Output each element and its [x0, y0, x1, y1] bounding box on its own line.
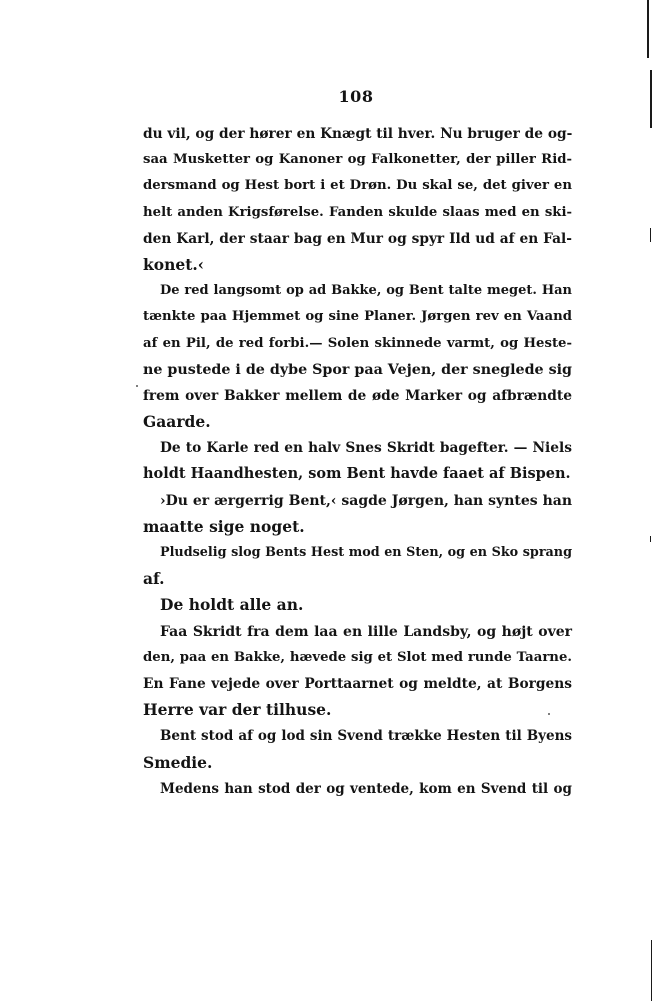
text-line: af.: [143, 569, 165, 589]
text-line: Medens han stod der og ventede, kom en Svend til og: [160, 780, 572, 797]
text-line: De holdt alle an.: [160, 595, 304, 615]
text-line: saa Musketter og Kanoner og Falkonetter, der piller Rid-: [143, 152, 572, 168]
text-line: tænkte paa Hjemmet og sine Planer. Jørgen rev en Vaand: [143, 309, 572, 325]
scan-speck: [548, 713, 550, 715]
text-line: frem over Bakker mellem de øde Marker og afbrændte: [143, 387, 572, 404]
body-text: [143, 121, 572, 802]
text-line: maatte sige noget.: [143, 516, 305, 536]
scan-edge-mark: [650, 228, 651, 242]
page-number: 108: [338, 87, 374, 106]
scan-edge-mark: [651, 940, 652, 1001]
text-line: De red langsomt op ad Bakke, og Bent talte meget. Han: [160, 283, 572, 299]
text-line: Gaarde.: [143, 412, 211, 432]
text-line: holdt Haandhesten, som Bent havde faaet af Bispen.: [143, 465, 571, 483]
text-line: den, paa en Bakke, hævede sig et Slot med runde Taarne.: [143, 649, 572, 665]
text-line: den Karl, der staar bag en Mur og spyr Ild ud af en Fal-: [143, 230, 572, 247]
text-line: dersmand og Hest bort i et Drøn. Du skal se, det giver en: [143, 178, 572, 194]
scan-edge-mark: [647, 0, 649, 58]
text-line: ne pustede i de dybe Spor paa Vejen, der sneglede sig: [143, 361, 572, 378]
text-line: De to Karle red en halv Snes Skridt bagefter. — Niels: [160, 440, 572, 457]
scan-speck: [136, 385, 138, 387]
scan-edge-mark: [650, 536, 651, 542]
text-line: Herre var der tilhuse.: [143, 700, 332, 720]
text-line: du vil, og der hører en Knægt til hver. Nu bruger de og-: [143, 126, 573, 142]
text-line: Smedie.: [143, 752, 213, 772]
text-line: helt anden Krigsførelse. Fanden skulde slaas med en ski-: [143, 204, 572, 220]
text-line: Faa Skridt fra dem laa en lille Landsby, og højt over: [160, 623, 572, 640]
text-line: Bent stod af og lod sin Svend trække Hesten til Byens: [160, 728, 572, 745]
text-line: En Fane vejede over Porttaarnet og meldte, at Borgens: [143, 675, 572, 692]
text-line: ›Du er ærgerrig Bent,‹ sagde Jørgen, han syntes han: [160, 492, 572, 509]
text-line: Pludselig slog Bents Hest mod en Sten, og en Sko sprang: [160, 545, 572, 560]
text-line: konet.‹: [143, 254, 204, 274]
scan-edge-mark: [650, 70, 652, 128]
text-line: af en Pil, de red forbi.— Solen skinnede varmt, og Heste-: [143, 335, 572, 351]
